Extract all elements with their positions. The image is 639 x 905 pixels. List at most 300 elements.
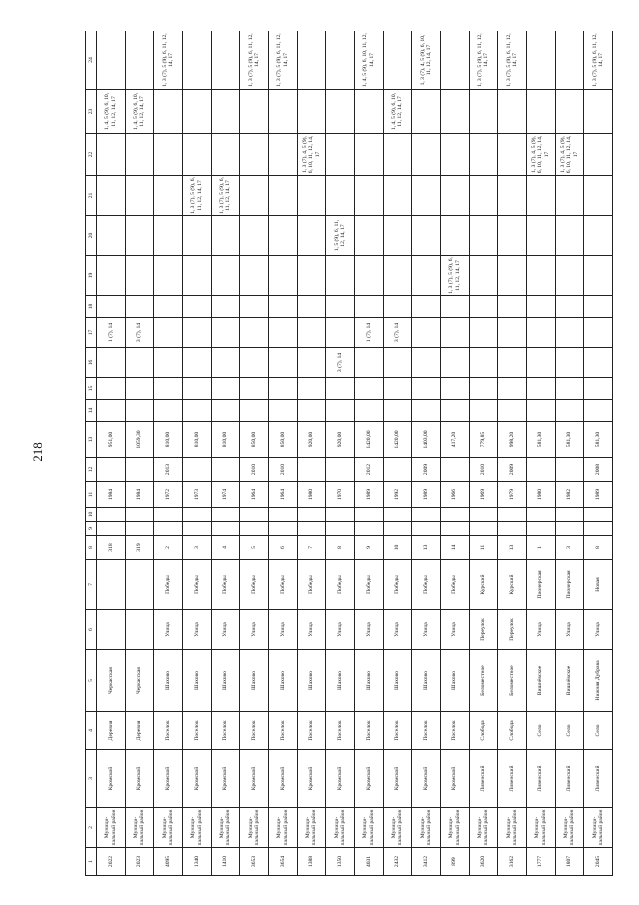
- table-cell: Победы: [297, 560, 326, 610]
- table-cell: [354, 256, 383, 296]
- table-cell: [469, 378, 498, 400]
- table-cell: [125, 610, 154, 650]
- table-cell: [526, 508, 555, 522]
- table-cell: [326, 31, 355, 90]
- table-cell: [97, 522, 126, 536]
- table-cell: Муници-пальный район: [97, 808, 126, 848]
- table-cell: Улица: [154, 610, 183, 650]
- table-cell: [555, 400, 584, 422]
- table-cell: [211, 90, 240, 134]
- table-cell: [526, 378, 555, 400]
- table-cell: [297, 31, 326, 90]
- column-header: 12: [86, 458, 97, 482]
- table-cell: Ливенский: [584, 750, 613, 808]
- table-cell: [498, 216, 527, 256]
- register-table: [85, 31, 613, 876]
- table-cell: Муници-пальный район: [154, 808, 183, 848]
- table-cell: [440, 458, 469, 482]
- table-cell: 1980: [526, 482, 555, 508]
- table-cell: Поселок: [297, 712, 326, 750]
- table-cell: Кромской: [154, 750, 183, 808]
- column-header: 22: [86, 134, 97, 176]
- table-cell: 1, 3 (7), 5 (9), 6, 11, 12, 14, 17: [584, 31, 613, 90]
- table-cell: [354, 296, 383, 318]
- table-cell: 1, 3 (7), 5 (9), 6, 11, 12, 14, 17: [469, 31, 498, 90]
- table-cell: [240, 296, 269, 318]
- table-cell: Муници-пальный район: [440, 808, 469, 848]
- table-cell: 810,00: [182, 422, 211, 458]
- table-row: [412, 31, 441, 876]
- table-cell: 7: [297, 536, 326, 560]
- table-cell: 2: [154, 536, 183, 560]
- table-row: [97, 31, 126, 876]
- table-cell: [412, 522, 441, 536]
- table-cell: Деревня: [125, 712, 154, 750]
- table-cell: 1: [526, 536, 555, 560]
- table-cell: 3620: [469, 848, 498, 876]
- table-cell: [154, 378, 183, 400]
- table-body: [97, 31, 613, 876]
- table-cell: 1966: [440, 482, 469, 508]
- table-cell: Муници-пальный район: [498, 808, 527, 848]
- table-cell: [125, 560, 154, 610]
- table-cell: [498, 508, 527, 522]
- table-cell: [326, 458, 355, 482]
- table-cell: [383, 296, 412, 318]
- table-cell: 13: [498, 536, 527, 560]
- table-cell: 10: [383, 536, 412, 560]
- table-cell: Муници-пальный район: [526, 808, 555, 848]
- table-cell: 3654: [268, 848, 297, 876]
- table-cell: [469, 134, 498, 176]
- table-cell: [412, 378, 441, 400]
- table-cell: 951,00: [97, 422, 126, 458]
- table-cell: [440, 378, 469, 400]
- table-cell: [97, 610, 126, 650]
- table-cell: 1, 3 (7), 4, 5 (9), 6, 10, 11, 12, 14, 17: [412, 31, 441, 90]
- table-cell: [154, 216, 183, 256]
- table-cell: Муници-пальный район: [412, 808, 441, 848]
- table-cell: 2045: [584, 848, 613, 876]
- table-cell: [125, 216, 154, 256]
- table-cell: 1, 4, 5 (9), 6, 10, 11, 12, 14, 17: [354, 31, 383, 90]
- table-cell: 1420,00: [383, 422, 412, 458]
- table-cell: [354, 216, 383, 256]
- table-cell: Муници-пальный район: [383, 808, 412, 848]
- table-cell: Шахово: [297, 650, 326, 712]
- table-cell: 13: [412, 536, 441, 560]
- column-header: 21: [86, 176, 97, 216]
- table-cell: 2009: [412, 458, 441, 482]
- table-cell: Слобода: [469, 712, 498, 750]
- table-cell: [268, 176, 297, 216]
- column-header: 14: [86, 400, 97, 422]
- column-header: 8: [86, 536, 97, 560]
- table-cell: [182, 458, 211, 482]
- table-cell: Победы: [240, 560, 269, 610]
- table-cell: Новая: [584, 560, 613, 610]
- table-cell: 1964: [268, 482, 297, 508]
- table-cell: [555, 31, 584, 90]
- table-cell: [240, 216, 269, 256]
- table-cell: [412, 348, 441, 378]
- header-row: [86, 31, 97, 876]
- table-cell: Победы: [354, 560, 383, 610]
- table-row: [182, 31, 211, 876]
- column-header: 2: [86, 808, 97, 848]
- table-cell: [97, 31, 126, 90]
- column-header: 4: [86, 712, 97, 750]
- table-cell: 1340: [182, 848, 211, 876]
- table-cell: [383, 31, 412, 90]
- table-cell: [498, 378, 527, 400]
- table-cell: [584, 318, 613, 348]
- table-cell: Улица: [297, 610, 326, 650]
- table-cell: Муници-пальный район: [584, 808, 613, 848]
- table-cell: 1059,30: [125, 422, 154, 458]
- table-cell: [555, 296, 584, 318]
- table-cell: [97, 134, 126, 176]
- table-cell: Ливенский: [469, 750, 498, 808]
- table-cell: [526, 296, 555, 318]
- table-cell: [182, 31, 211, 90]
- table-row: [469, 31, 498, 876]
- table-cell: [182, 318, 211, 348]
- table-cell: 1, 4, 5 (9), 6, 10, 11, 12, 14, 17: [125, 90, 154, 134]
- table-cell: Улица: [440, 610, 469, 650]
- table-cell: [469, 348, 498, 378]
- table-cell: Поселок: [182, 712, 211, 750]
- column-header: 10: [86, 508, 97, 522]
- table-cell: [154, 90, 183, 134]
- table-cell: 417,20: [440, 422, 469, 458]
- table-cell: [182, 296, 211, 318]
- table-cell: 1980: [297, 482, 326, 508]
- table-cell: [125, 134, 154, 176]
- table-cell: Улица: [526, 610, 555, 650]
- table-cell: [240, 508, 269, 522]
- table-cell: Шахово: [383, 650, 412, 712]
- table-cell: [297, 318, 326, 348]
- table-cell: [440, 296, 469, 318]
- table-cell: [326, 256, 355, 296]
- table-cell: [584, 400, 613, 422]
- table-cell: [412, 216, 441, 256]
- table-cell: [412, 400, 441, 422]
- table-cell: [498, 134, 527, 176]
- table-cell: Муници-пальный район: [182, 808, 211, 848]
- table-cell: Поселок: [211, 712, 240, 750]
- page-number: 218: [30, 442, 45, 462]
- table-cell: Ливенский: [498, 750, 527, 808]
- table-cell: Село: [526, 712, 555, 750]
- table-cell: [440, 508, 469, 522]
- table-cell: Улица: [211, 610, 240, 650]
- table-cell: [211, 348, 240, 378]
- table-cell: [182, 522, 211, 536]
- table-cell: [412, 134, 441, 176]
- table-cell: [268, 256, 297, 296]
- table-cell: 1403,00: [412, 422, 441, 458]
- table-cell: [469, 318, 498, 348]
- table-cell: [469, 400, 498, 422]
- table-cell: [97, 400, 126, 422]
- table-cell: 850,00: [268, 422, 297, 458]
- table-cell: [526, 318, 555, 348]
- table-cell: 1, 3 (7), 5 (9), 6, 11, 12, 14, 17: [211, 176, 240, 216]
- table-row: [297, 31, 326, 876]
- table-cell: 1979: [498, 482, 527, 508]
- table-cell: Переулок: [498, 610, 527, 650]
- table-cell: [211, 134, 240, 176]
- table-cell: Муници-пальный район: [326, 808, 355, 848]
- table-cell: 581,30: [526, 422, 555, 458]
- table-cell: [125, 256, 154, 296]
- table-cell: 4031: [354, 848, 383, 876]
- table-cell: 779,85: [469, 422, 498, 458]
- table-cell: 1984: [97, 482, 126, 508]
- column-header: 9: [86, 522, 97, 536]
- table-cell: [125, 458, 154, 482]
- table-cell: [555, 90, 584, 134]
- table-cell: [469, 216, 498, 256]
- column-header: 24: [86, 31, 97, 90]
- table-cell: [469, 176, 498, 216]
- table-cell: 1, 4, 5 (9), 6, 10, 11, 12, 14, 17: [97, 90, 126, 134]
- table-cell: Шахово: [326, 650, 355, 712]
- table-cell: Муници-пальный район: [555, 808, 584, 848]
- table-cell: [297, 256, 326, 296]
- table-cell: Кромской: [182, 750, 211, 808]
- table-cell: [211, 400, 240, 422]
- table-cell: [354, 522, 383, 536]
- table-row: [326, 31, 355, 876]
- table-cell: [354, 400, 383, 422]
- table-cell: [526, 176, 555, 216]
- table-cell: [97, 176, 126, 216]
- table-cell: Кромской: [412, 750, 441, 808]
- table-cell: Улица: [182, 610, 211, 650]
- table-cell: 1989: [584, 482, 613, 508]
- table-cell: 1, 3 (7), 5 (9), 6, 11, 12, 14, 17: [240, 31, 269, 90]
- table-cell: [498, 256, 527, 296]
- table-cell: [297, 378, 326, 400]
- table-cell: Ливенский: [555, 750, 584, 808]
- table-cell: 1989: [412, 482, 441, 508]
- table-cell: Победы: [211, 560, 240, 610]
- table-cell: Муници-пальный район: [125, 808, 154, 848]
- table-cell: 2008: [584, 458, 613, 482]
- table-cell: 14: [440, 536, 469, 560]
- table-cell: Победы: [268, 560, 297, 610]
- table-cell: 920,00: [326, 422, 355, 458]
- table-cell: Пионерская: [555, 560, 584, 610]
- table-cell: Беломестное: [469, 650, 498, 712]
- table-cell: 1964: [240, 482, 269, 508]
- table-cell: [584, 90, 613, 134]
- table-cell: [555, 508, 584, 522]
- table-cell: 1 (7), 14: [97, 318, 126, 348]
- table-cell: Победы: [383, 560, 412, 610]
- table-cell: 1, 4, 5 (9), 6, 10, 11, 12, 14, 17: [383, 90, 412, 134]
- table-row: [211, 31, 240, 876]
- column-header: 15: [86, 378, 97, 400]
- table-cell: [268, 508, 297, 522]
- table-cell: Поселок: [440, 712, 469, 750]
- table-cell: Шахово: [354, 650, 383, 712]
- column-header: 3: [86, 750, 97, 808]
- table-cell: [211, 31, 240, 90]
- table-cell: [240, 348, 269, 378]
- table-cell: 1, 3 (7), 5 (9), 6, 11, 12, 14, 17: [440, 256, 469, 296]
- table-cell: Улица: [354, 610, 383, 650]
- table-cell: 1, 3 (7), 5 (9), 6, 11, 12, 14, 17: [498, 31, 527, 90]
- table-cell: [240, 378, 269, 400]
- table-cell: 1, 5 (9), 6, 11, 12, 14, 17: [326, 216, 355, 256]
- table-cell: [97, 256, 126, 296]
- table-cell: Кромской: [240, 750, 269, 808]
- table-cell: [97, 216, 126, 256]
- table-cell: 3 (7), 14: [383, 318, 412, 348]
- table-cell: 2009: [498, 458, 527, 482]
- table-cell: [154, 134, 183, 176]
- table-cell: [555, 318, 584, 348]
- table-cell: Поселок: [383, 712, 412, 750]
- table-row: [268, 31, 297, 876]
- table-cell: [268, 522, 297, 536]
- table-cell: [440, 176, 469, 216]
- table-cell: [440, 348, 469, 378]
- table-cell: [268, 296, 297, 318]
- table-cell: 1388: [297, 848, 326, 876]
- table-cell: [354, 508, 383, 522]
- table-cell: [440, 31, 469, 90]
- table-cell: 1992: [383, 482, 412, 508]
- column-header: 18: [86, 296, 97, 318]
- table-cell: 2010: [268, 458, 297, 482]
- table-cell: [584, 508, 613, 522]
- table-cell: Улица: [412, 610, 441, 650]
- table-cell: [440, 522, 469, 536]
- table-cell: [412, 296, 441, 318]
- table-cell: [125, 348, 154, 378]
- table-row: [154, 31, 183, 876]
- table-cell: [326, 318, 355, 348]
- table-cell: [354, 378, 383, 400]
- table-cell: Шахово: [154, 650, 183, 712]
- table-cell: [268, 400, 297, 422]
- table-cell: Деревня: [97, 712, 126, 750]
- table-cell: [584, 296, 613, 318]
- table-cell: 2010: [469, 458, 498, 482]
- table-cell: [297, 400, 326, 422]
- table-cell: [154, 256, 183, 296]
- table-cell: [469, 296, 498, 318]
- table-cell: [555, 378, 584, 400]
- table-cell: [383, 134, 412, 176]
- table-cell: [268, 348, 297, 378]
- table-cell: [211, 318, 240, 348]
- table-cell: Поселок: [412, 712, 441, 750]
- table-cell: 1777: [526, 848, 555, 876]
- table-cell: [498, 318, 527, 348]
- table-cell: [125, 296, 154, 318]
- table-cell: Кромской: [354, 750, 383, 808]
- table-cell: [440, 400, 469, 422]
- table-cell: 1420,00: [354, 422, 383, 458]
- table-cell: [125, 508, 154, 522]
- table-cell: 3 (7), 14: [125, 318, 154, 348]
- table-cell: [526, 400, 555, 422]
- table-cell: [240, 256, 269, 296]
- table-cell: 3 (7), 14: [326, 348, 355, 378]
- table-cell: [297, 296, 326, 318]
- table-cell: [154, 176, 183, 216]
- table-cell: Беломестное: [498, 650, 527, 712]
- table-cell: Кромской: [326, 750, 355, 808]
- table-cell: [383, 400, 412, 422]
- table-cell: [240, 134, 269, 176]
- table-cell: 4095: [154, 848, 183, 876]
- table-cell: [440, 216, 469, 256]
- table-cell: [125, 176, 154, 216]
- table-cell: 8: [584, 536, 613, 560]
- table-cell: [354, 90, 383, 134]
- table-cell: [498, 348, 527, 378]
- table-cell: 1, 3 (7), 5 (9), 6, 11, 12, 14, 17: [182, 176, 211, 216]
- table-cell: [498, 176, 527, 216]
- table-cell: [182, 134, 211, 176]
- table-cell: 2023: [125, 848, 154, 876]
- table-cell: [182, 400, 211, 422]
- table-cell: 4: [211, 536, 240, 560]
- table-cell: [97, 508, 126, 522]
- table-cell: 581,30: [555, 422, 584, 458]
- table-cell: [211, 508, 240, 522]
- table-cell: [182, 508, 211, 522]
- table-row: [555, 31, 584, 876]
- table-cell: [584, 176, 613, 216]
- rotated-table-frame: [85, 31, 613, 876]
- table-cell: [584, 348, 613, 378]
- table-cell: Муници-пальный район: [469, 808, 498, 848]
- table-cell: [498, 522, 527, 536]
- table-cell: [584, 522, 613, 536]
- table-cell: [326, 296, 355, 318]
- table-cell: Муници-пальный район: [354, 808, 383, 848]
- table-cell: [326, 522, 355, 536]
- table-cell: Шахово: [440, 650, 469, 712]
- table-cell: Поселок: [268, 712, 297, 750]
- table-cell: [211, 378, 240, 400]
- table-cell: Вишнёвское: [526, 650, 555, 712]
- table-cell: 1984: [125, 482, 154, 508]
- table-row: [240, 31, 269, 876]
- table-cell: [469, 90, 498, 134]
- table-cell: [555, 216, 584, 256]
- table-cell: 9: [354, 536, 383, 560]
- table-cell: [383, 508, 412, 522]
- table-cell: [97, 560, 126, 610]
- table-cell: [97, 296, 126, 318]
- table-cell: 3: [555, 536, 584, 560]
- table-cell: 1973: [182, 482, 211, 508]
- table-cell: 2432: [383, 848, 412, 876]
- table-cell: [326, 508, 355, 522]
- table-cell: Улица: [326, 610, 355, 650]
- table-cell: [412, 90, 441, 134]
- table-cell: Победы: [326, 560, 355, 610]
